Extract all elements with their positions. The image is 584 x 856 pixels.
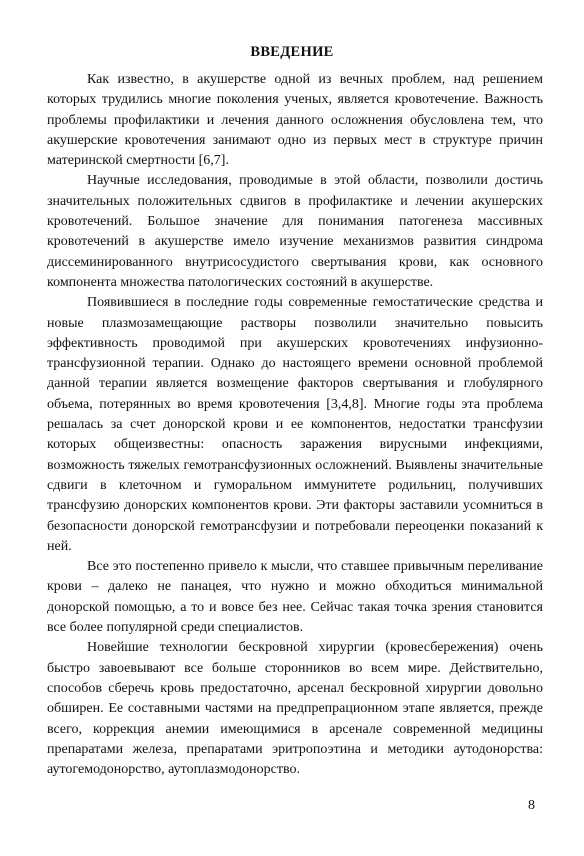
- page-number: 8: [528, 798, 535, 813]
- section-title: ВВЕДЕНИЕ: [250, 44, 334, 60]
- paragraph-3: Появившиеся в последние годы современные гемостатические средства и новые плазмозамещающие растворы позволили значительно повысить эффективность проводимой при акушерских кровотечениях инфузионно-трансфузионной терапии. Однако до настоящего времени основной проблемой данной терапии является возмещение факторов свертывания и глобулярного объема, потерянных во время кровотечения [3,4,8]. Многие годы эта проблема решалась за счет донорской крови и ее компонентов, недостатки трансфузии которых общеизвестны: опасность заражения вирусными инфекциями, возможность тяжелых гемотрансфузионных осложнений. Выявлены значительные сдвиги в клеточном и гуморальном иммунитете родильниц, получивших трансфузию донорских компонентов крови. Эти факторы заставили усомниться в безопасности донорской гемотрансфузии и потребовали переоценки показаний к ней.: [47, 295, 543, 554]
- paragraph-1: Как известно, в акушерстве одной из вечных проблем, над решением которых трудились многие поколения ученых, является кровотечение. Важность проблемы профилактики и лечения данного осложнения обусловлена тем, что акушерские кровотечения занимают одно из первых мест в структуре причин материнской смертности [6,7].: [47, 72, 543, 169]
- body-text: [47, 70, 543, 780]
- paragraph-5: Новейшие технологии бескровной хирургии (кровесбережения) очень быстро завоевывают все больше сторонников во всем мире. Действительно, способов сберечь кровь предостаточно, арсенал бескровной хирургии довольно обширен. Ее составными частями на предпрепрационном этапе является, прежде всего, коррекция анемии имеющимися в арсенале современной медицины препаратами железа, препаратами эритропоэтина и методики аутодонорства: аутогемодонорство, аутоплазмодонорство.: [47, 640, 543, 778]
- paragraph-4: Все это постепенно привело к мысли, что ставшее привычным переливание крови – далеко не панацея, что нужно и можно обходиться минимальной донорской помощью, а то и вовсе без нее. Сейчас такая точка зрения становится все более популярной среди специалистов.: [47, 559, 543, 636]
- paragraph-2: Научные исследования, проводимые в этой области, позволили достичь значительных положительных сдвигов в профилактике и лечении акушерских кровотечений. Большое значение для понимания патогенеза массивных кровотечений в акушерстве имело изучение механизмов развития синдрома диссеминированного внутрисосудистого свертывания крови, как основного компонента множества патологических состояний в акушерстве.: [47, 173, 543, 290]
